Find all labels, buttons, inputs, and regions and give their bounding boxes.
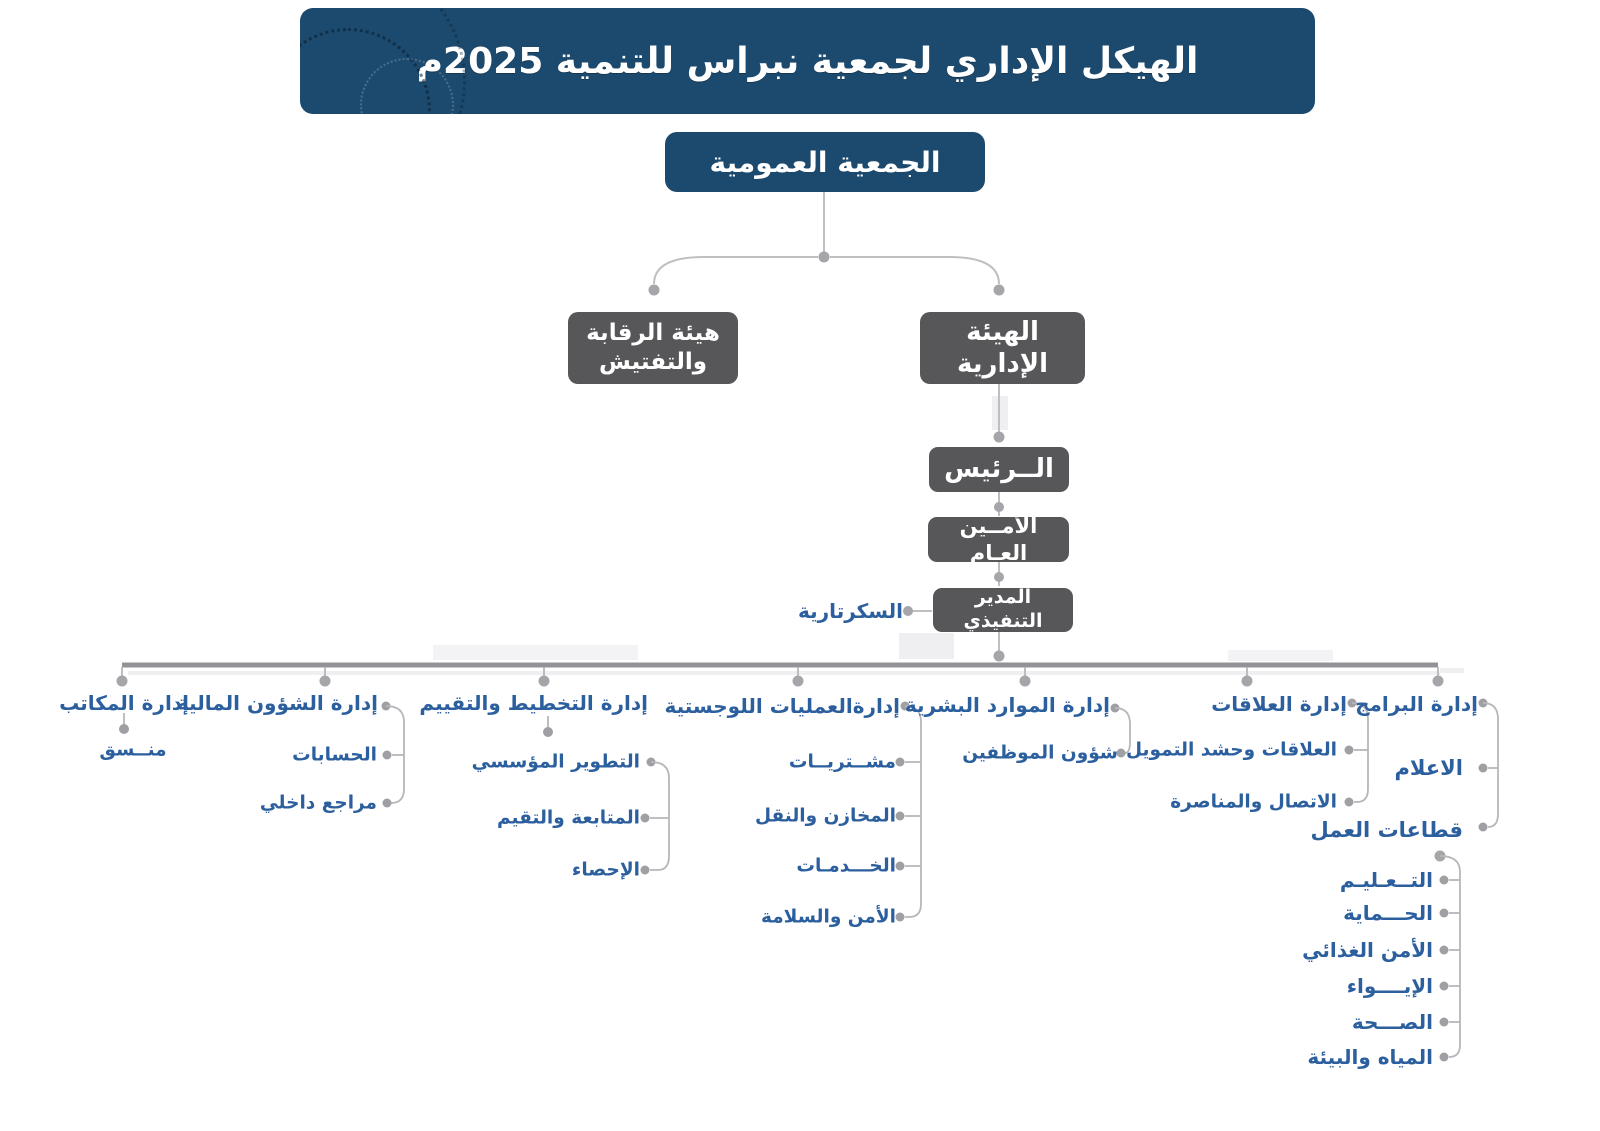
node-admin-board: الهيئة الإدارية	[920, 312, 1085, 384]
bar-shadow	[1440, 668, 1464, 673]
finance-bracket	[382, 702, 405, 808]
offices-connector	[119, 713, 129, 734]
shadow-band	[433, 645, 638, 660]
programs-bracket	[1479, 699, 1499, 832]
dept-relations: إدارة العلاقات	[1211, 692, 1347, 716]
unit-coordinator: منــسق	[99, 739, 167, 761]
shadow-band	[899, 633, 954, 659]
logistics-bracket	[896, 702, 922, 922]
oversight-line2: والتفتيش	[598, 349, 708, 375]
top-split-connector	[649, 192, 1005, 296]
dept-finance: إدارة الشؤون المالية	[176, 691, 378, 715]
unit-internal-auditor: مراجع داخلي	[259, 792, 377, 814]
node-oversight-inspection	[568, 312, 738, 384]
node-executive-director: المدير التنفيذي	[933, 588, 1073, 632]
sector-education: التــعـليـم	[1339, 868, 1433, 892]
unit-warehouses-transport: المخازن والنقل	[754, 805, 896, 827]
unit-services: الخـــدمـات	[796, 855, 896, 877]
node-general-assembly: الجمعية العمومية	[665, 132, 985, 192]
unit-institutional-development: التطوير المؤسسي	[471, 751, 640, 773]
sectors-bracket	[1435, 851, 1461, 1062]
unit-media: الاعلام	[1394, 756, 1463, 780]
unit-security-safety: الأمن والسلامة	[761, 906, 896, 928]
sector-protection: الحـــماية	[1343, 901, 1433, 925]
unit-work-sectors: قطاعات العمل	[1310, 818, 1463, 842]
node-secretariat: السكرتارية	[798, 599, 903, 623]
unit-follow-up-evaluation: المتابعة والتقيم	[497, 807, 640, 829]
unit-accounts: الحسابات	[292, 744, 377, 766]
dept-human-resources: إدارة الموارد البشرية	[904, 693, 1110, 717]
page-title: الهيكل الإداري لجمعية نبراس للتنمية 2025م	[416, 40, 1199, 82]
node-president: الــرئيس	[929, 447, 1069, 492]
dept-programs: إدارة البرامج	[1355, 692, 1478, 716]
departments-bar	[117, 665, 1444, 687]
sector-water-environment: المياه والبيئة	[1307, 1045, 1433, 1069]
dept-logistics: إدارةالعمليات اللوجستية	[664, 694, 900, 718]
dept-offices: إدارة المكاتب	[59, 691, 189, 715]
sector-health: الصـــحة	[1351, 1010, 1433, 1034]
sector-food-security: الأمن الغذائي	[1302, 938, 1433, 962]
unit-statistics: الإحصاء	[571, 859, 640, 881]
planning-bracket	[543, 716, 669, 875]
sector-shelter: الإيــــواء	[1346, 974, 1433, 998]
unit-procurement: مشــتريــات	[788, 751, 896, 773]
node-secretary-general: الأمــين العـام	[928, 517, 1069, 562]
dept-planning-evaluation: إدارة التخطيط والتقييم	[419, 691, 648, 715]
unit-staff-affairs: شؤون الموظفين	[962, 742, 1118, 764]
oversight-line1: هيئة الرقابة	[586, 320, 720, 347]
title-banner	[300, 8, 1315, 114]
unit-relations-fundraising: العلاقات وحشد التمويل	[1126, 739, 1337, 761]
shadow-band	[1228, 650, 1333, 661]
unit-communication-advocacy: الاتصال والمناصرة	[1170, 791, 1337, 813]
